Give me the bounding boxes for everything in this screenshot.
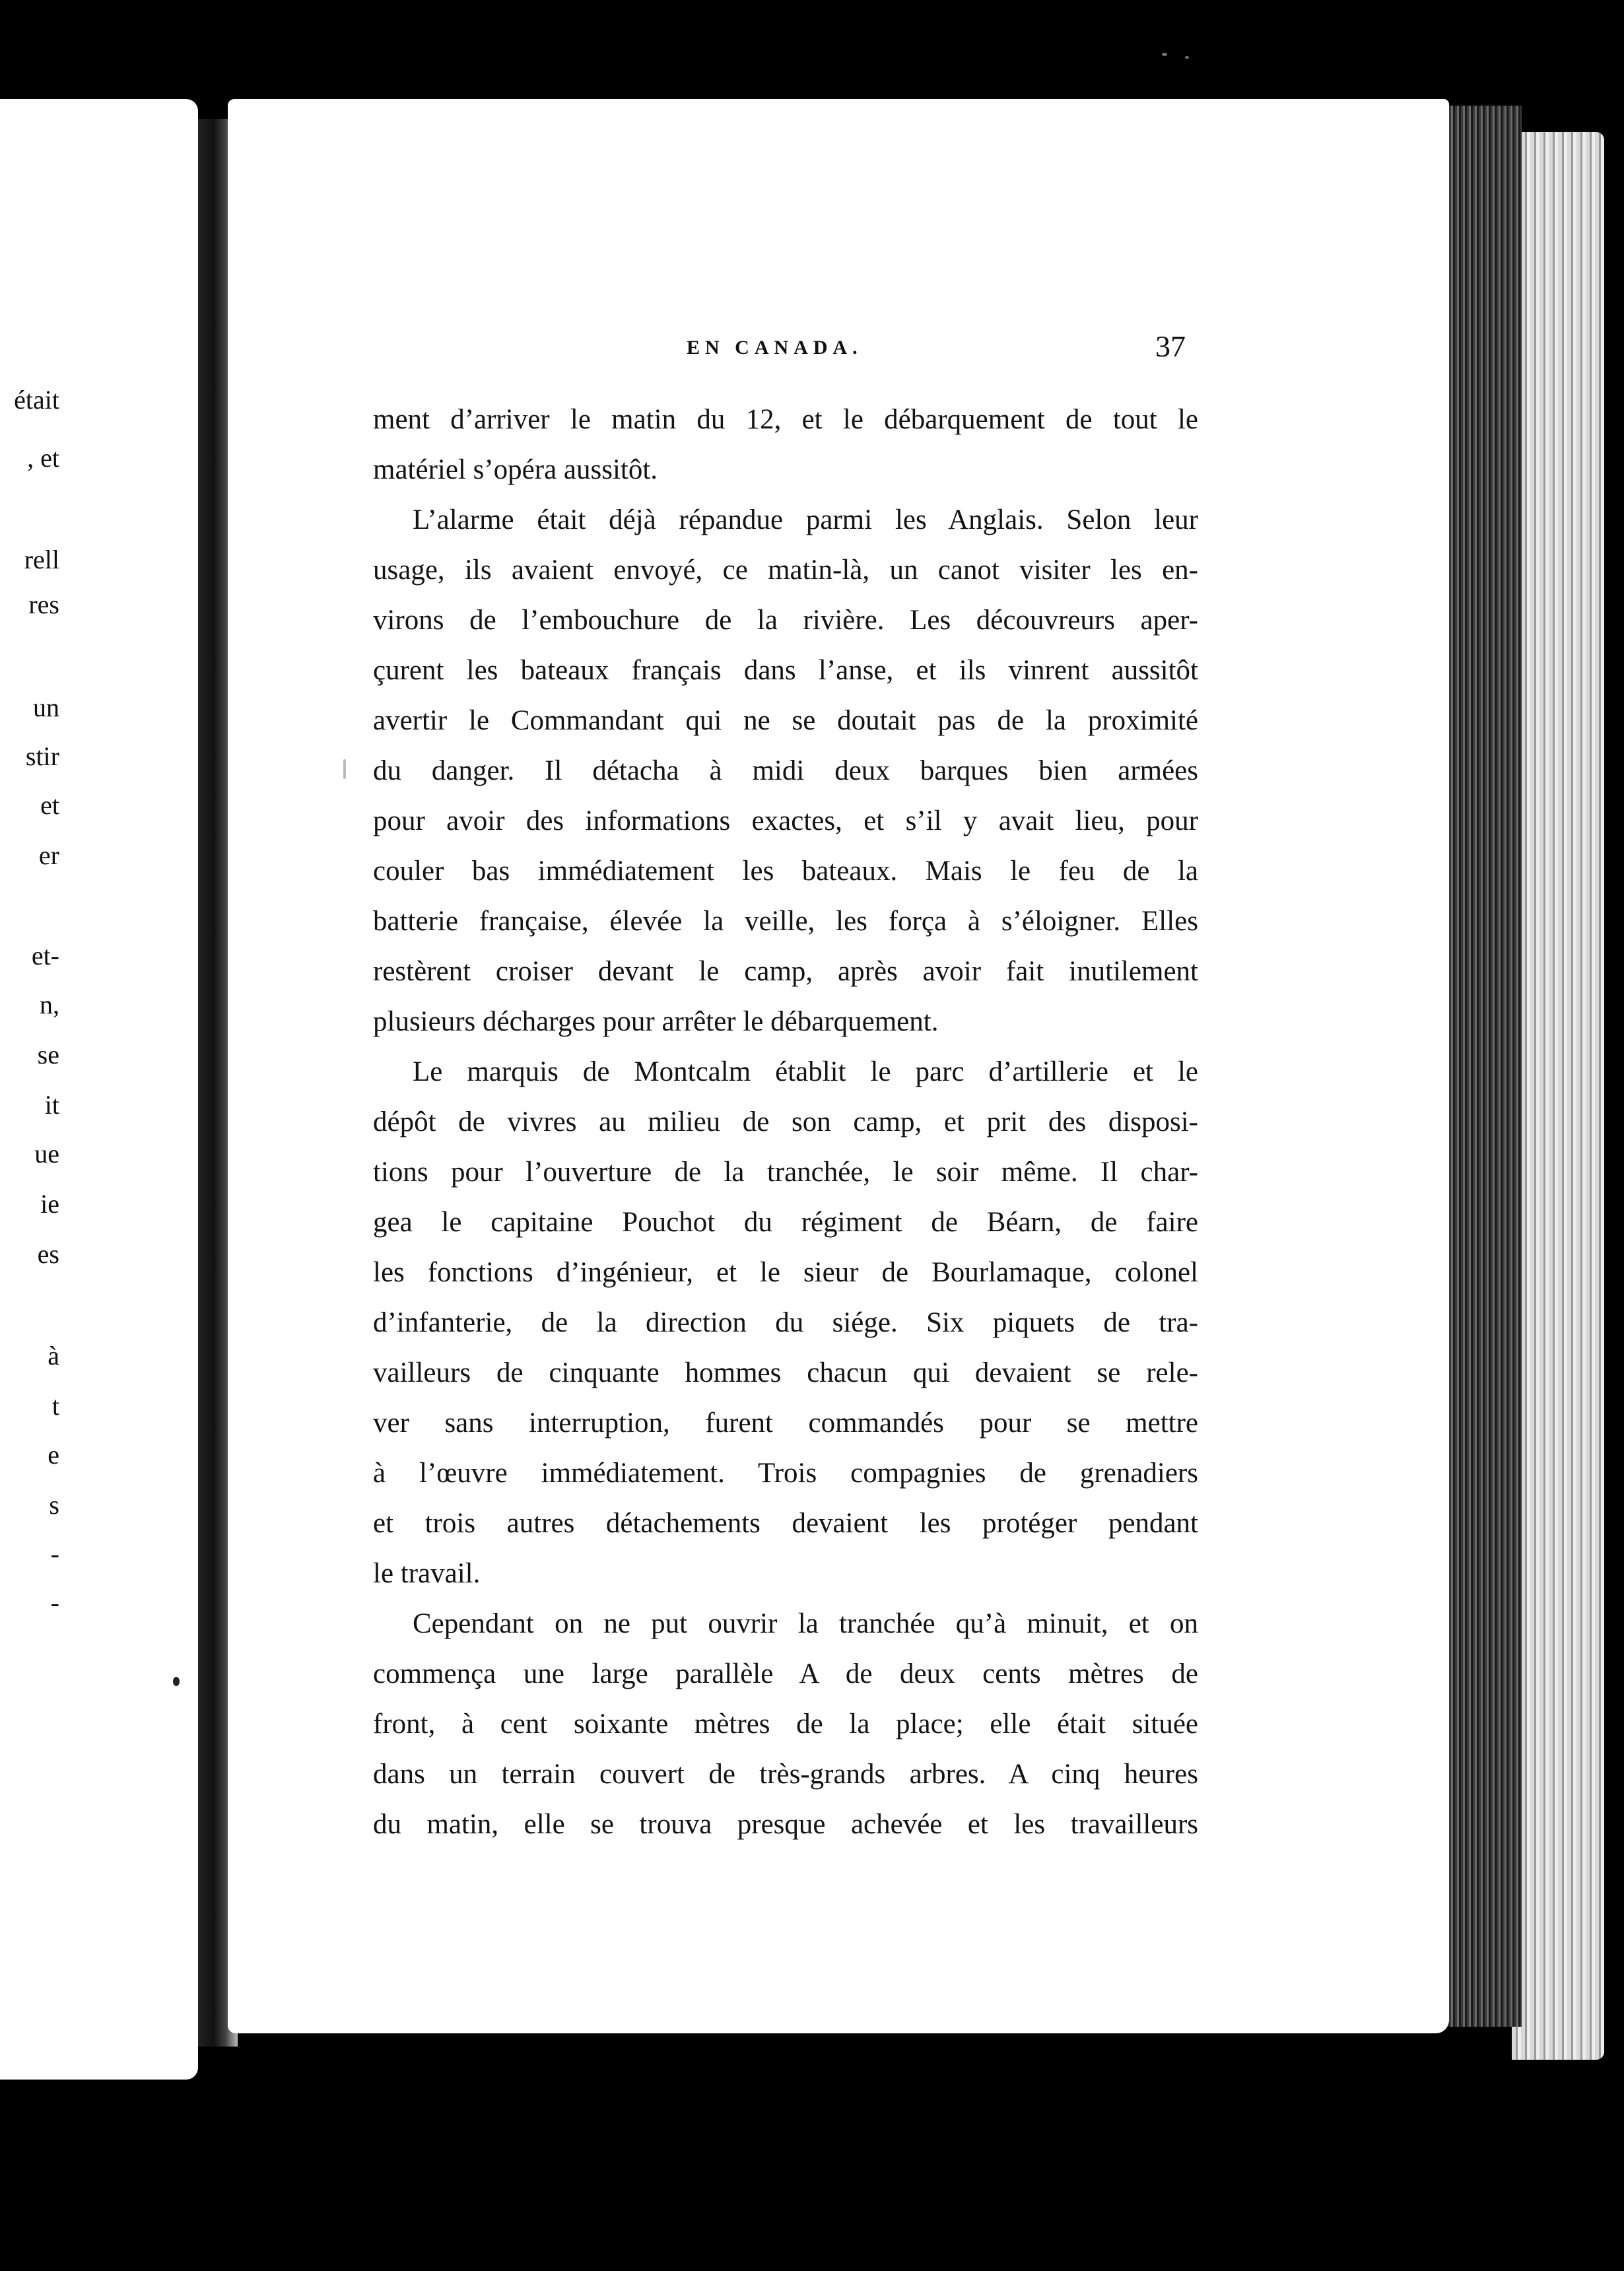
page-number: 37 [1155,329,1186,363]
left-page-fragment: it [44,1090,59,1120]
text-line: à l’œuvre immédiatement. Trois compagnies de grenadiers [373,1458,1198,1489]
text-line: ver sans interruption, furent commandés pour se mettre [373,1407,1198,1439]
left-page-fragment: à [48,1341,59,1371]
left-page-fragment: un [33,693,59,722]
left-page-fragment: e [48,1440,59,1470]
left-page-fragment: n, [40,990,59,1019]
left-page-fragment: er [38,840,59,870]
left-page-text-fragments [0,99,198,2080]
scan-speck [173,1677,180,1686]
text-line: vailleurs de cinquante hommes chacun qui devaient se rele- [373,1357,1198,1388]
text-line: du matin, elle se trouva presque achevée et les travailleurs [373,1809,1198,1840]
scan-speck [1162,53,1167,56]
left-page-fragment: était [14,385,59,415]
left-page-fragment: - [50,1539,59,1569]
text-line: virons de l’embouchure de la rivière. Les découvreurs aper- [373,605,1198,636]
left-page-fragment: - [50,1588,59,1617]
left-page-fragment: se [37,1040,59,1069]
text-line: dans un terrain couvert de très-grands arbres. A cinq heures [373,1759,1198,1790]
left-page-fragment: s [49,1490,59,1520]
text-line: çurent les bateaux français dans l’anse, et ils vinrent aussitôt [373,655,1198,686]
text-line: dépôt de vivres au milieu de son camp, et prit des disposi- [373,1106,1198,1137]
left-page-fragment: stir [25,741,59,771]
text-line: Cependant on ne put ouvrir la tranchée qu’à minuit, et on [413,1608,1198,1639]
left-page-fragment: , et [27,443,59,473]
scan-speck [1185,56,1189,59]
left-page-fragment: es [37,1239,59,1269]
text-line: L’alarme était déjà répandue parmi les Anglais. Selon leur [413,504,1198,535]
scan-speck [343,759,346,779]
text-line: les fonctions d’ingénieur, et le sieur de Bourlamaque, colonel [373,1257,1198,1288]
text-line: ment d’arriver le matin du 12, et le débarquement de tout le [373,404,1198,435]
left-facing-page [0,99,198,2080]
text-line: du danger. Il détacha à midi deux barques bien armées [373,755,1198,786]
left-page-fragment: ue [34,1139,59,1169]
text-line: Le marquis de Montcalm établit le parc d’artillerie et le [413,1056,1198,1087]
text-line: le travail. [373,1558,481,1589]
page-body-text [373,395,1198,1850]
left-page-fragment: et- [31,941,59,970]
text-line: gea le capitaine Pouchot du régiment de Béarn, de faire [373,1207,1198,1238]
text-line: usage, ils avaient envoyé, ce matin-là, un canot visiter les en- [373,555,1198,586]
text-line: commença une large parallèle A de deux cents mètres de [373,1658,1198,1689]
text-line: avertir le Commandant qui ne se doutait pas de la proximité [373,705,1198,736]
text-line: restèrent croiser devant le camp, après avoir fait inutilement [373,956,1198,987]
text-line: batterie française, élevée la veille, les força à s’éloigner. Elles [373,906,1198,937]
text-line: pour avoir des informations exactes, et s’il y avait lieu, pour [373,805,1198,836]
text-line: et trois autres détachements devaient les protéger pendant [373,1508,1198,1539]
left-page-fragment: t [51,1391,59,1421]
underlying-pages-edge [1512,132,1604,2060]
text-line: front, à cent soixante mètres de la place; elle était située [373,1709,1198,1740]
page-stack-edge [1449,106,1522,2027]
running-head: EN CANADA. [687,337,863,358]
text-line: tions pour l’ouverture de la tranchée, le soir même. Il char- [373,1157,1198,1188]
text-line: couler bas immédiatement les bateaux. Mais le feu de la [373,856,1198,887]
text-line: plusieurs décharges pour arrêter le débarquement. [373,1006,939,1037]
text-line: d’infanterie, de la direction du siége. Six piquets de tra- [373,1307,1198,1338]
left-page-fragment: rell [24,545,59,574]
left-page-fragment: ie [40,1189,59,1219]
left-page-fragment: res [28,590,59,619]
text-line: matériel s’opéra aussitôt. [373,454,658,485]
left-page-fragment: et [40,790,59,820]
